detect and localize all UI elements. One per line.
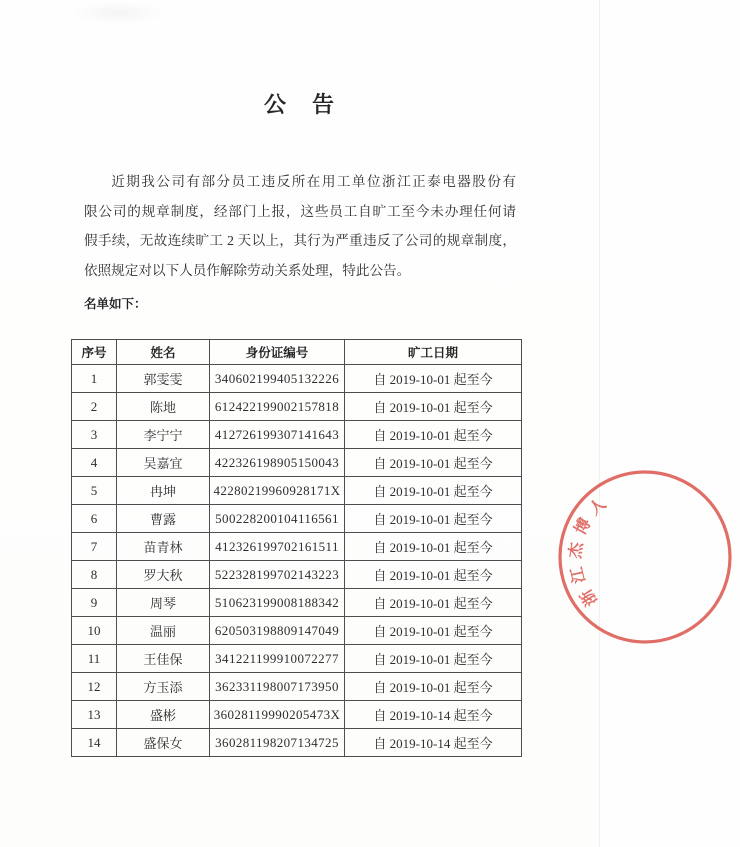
dismissal-roster-table	[71, 339, 522, 757]
cell-period: 自 2019-10-01 起至今	[345, 673, 522, 701]
cell-name: 冉坤	[117, 477, 210, 505]
cell-period: 自 2019-10-01 起至今	[345, 477, 522, 505]
cell-name: 王佳保	[117, 645, 210, 673]
table-row	[72, 533, 522, 561]
cell-name: 陈地	[117, 393, 210, 421]
cell-seq: 2	[72, 393, 117, 421]
cell-period: 自 2019-10-01 起至今	[345, 617, 522, 645]
cell-id: 500228200104116561	[210, 505, 345, 533]
cell-period: 自 2019-10-14 起至今	[345, 729, 522, 757]
cell-seq: 11	[72, 645, 117, 673]
cell-period: 自 2019-10-01 起至今	[345, 505, 522, 533]
table-row	[72, 673, 522, 701]
paragraph-line: 限公司的规章制度，经部门上报，这些员工自旷工至今未办理任何请	[84, 203, 516, 219]
cell-id: 412726199307141643	[210, 421, 345, 449]
cell-id: 360281198207134725	[210, 729, 345, 757]
cell-id: 522328199702143223	[210, 561, 345, 589]
table-row	[72, 701, 522, 729]
cell-seq: 7	[72, 533, 117, 561]
cell-seq: 12	[72, 673, 117, 701]
cell-name: 盛保女	[117, 729, 210, 757]
seal-text: 浙江杰博人	[567, 490, 615, 609]
table-row	[72, 645, 522, 673]
cell-id: 42280219960928171X	[210, 477, 345, 505]
cell-name: 周琴	[117, 589, 210, 617]
table-row	[72, 393, 522, 421]
cell-id: 362331198007173950	[210, 673, 345, 701]
table-row	[72, 505, 522, 533]
cell-id: 341221199910072277	[210, 645, 345, 673]
page-title: 公 告	[263, 92, 336, 117]
paragraph-line: 近期我公司有部分员工违反所在用工单位浙江正泰电器股份有	[111, 174, 516, 189]
cell-seq: 1	[72, 365, 117, 393]
cell-period: 自 2019-10-01 起至今	[345, 421, 522, 449]
cell-seq: 14	[72, 729, 117, 757]
cell-period: 自 2019-10-01 起至今	[345, 449, 522, 477]
cell-seq: 3	[72, 421, 117, 449]
header-seq: 序号	[72, 340, 117, 365]
cell-id: 412326199702161511	[210, 533, 345, 561]
table-row	[72, 617, 522, 645]
cell-seq: 9	[72, 589, 117, 617]
cell-name: 方玉添	[117, 673, 210, 701]
cell-name: 李宁宁	[117, 421, 210, 449]
cell-seq: 5	[72, 477, 117, 505]
cell-id: 340602199405132226	[210, 365, 345, 393]
cell-period: 自 2019-10-01 起至今	[345, 533, 522, 561]
cell-seq: 13	[72, 701, 117, 729]
table-row	[72, 589, 522, 617]
cell-seq: 4	[72, 449, 117, 477]
table-row	[72, 729, 522, 757]
header-name: 姓名	[117, 340, 210, 365]
cell-id: 422326198905150043	[210, 449, 345, 477]
cell-seq: 10	[72, 617, 117, 645]
cell-period: 自 2019-10-01 起至今	[345, 365, 522, 393]
cell-name: 苗青林	[117, 533, 210, 561]
table-row	[72, 365, 522, 393]
cell-name: 郭雯雯	[117, 365, 210, 393]
cell-name: 温丽	[117, 617, 210, 645]
cell-period: 自 2019-10-01 起至今	[345, 561, 522, 589]
list-label: 名单如下：	[84, 297, 147, 311]
table-row	[72, 421, 522, 449]
paragraph-line: 依照规定对以下人员作解除劳动关系处理，特此公告。	[84, 262, 411, 278]
cell-id: 620503198809147049	[210, 617, 345, 645]
cell-name: 罗大秋	[117, 561, 210, 589]
cell-name: 盛彬	[117, 701, 210, 729]
table-header-row	[72, 340, 522, 365]
cell-period: 自 2019-10-01 起至今	[345, 645, 522, 673]
table-row	[72, 561, 522, 589]
cell-id: 510623199008188342	[210, 589, 345, 617]
notice-paragraph	[84, 167, 516, 285]
header-period: 旷工日期	[345, 340, 522, 365]
cell-name: 吴嘉宜	[117, 449, 210, 477]
header-id: 身份证编号	[210, 340, 345, 365]
cell-period: 自 2019-10-14 起至今	[345, 701, 522, 729]
cell-id: 36028119990205473X	[210, 701, 345, 729]
cell-seq: 8	[72, 561, 117, 589]
table-row	[72, 477, 522, 505]
cell-name: 曹露	[117, 505, 210, 533]
paragraph-line: 假手续，无故连续旷工 2 天以上，其行为严重违反了公司的规章制度，	[84, 233, 516, 248]
cell-period: 自 2019-10-01 起至今	[345, 393, 522, 421]
cell-period: 自 2019-10-01 起至今	[345, 589, 522, 617]
cell-id: 612422199002157818	[210, 393, 345, 421]
table-row	[72, 449, 522, 477]
cell-seq: 6	[72, 505, 117, 533]
